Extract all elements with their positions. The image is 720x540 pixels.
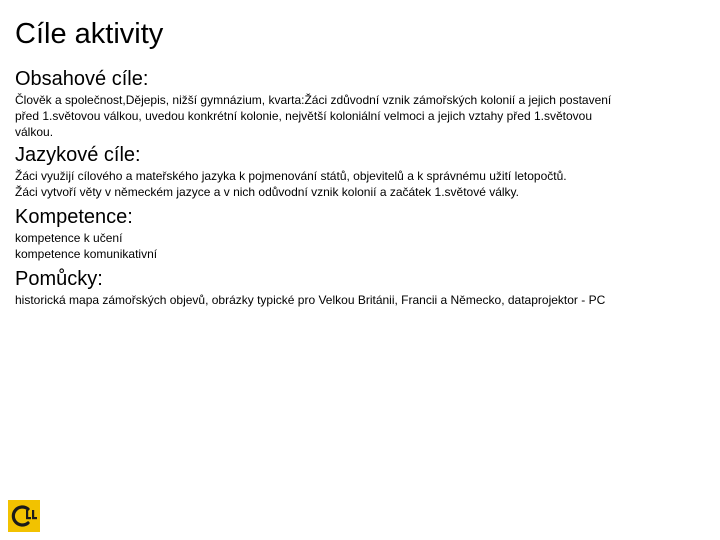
section-content-goals <box>15 66 705 140</box>
clil-logo-graphic <box>8 500 40 532</box>
text-line: před 1.světovou válkou, uvedou konkrétní kolonie, největší koloniální velmoci a jejich vztahy před 1.světovou <box>15 109 592 123</box>
section-heading: Pomůcky: <box>15 268 103 290</box>
section-aids <box>15 266 705 308</box>
text-line: kompetence k učení <box>15 231 123 245</box>
slide-content <box>15 66 705 308</box>
text-line: válkou. <box>15 125 54 139</box>
section-heading: Obsahové cíle: <box>15 68 149 90</box>
text-line: Žáci vytvoří věty v německém jazyce a v nich odůvodní vznik kolonií a začátek 1.světové války. <box>15 185 519 199</box>
slide-title: Cíle aktivity <box>15 18 164 50</box>
text-line: Žáci využijí cílového a mateřského jazyka k pojmenování států, objevitelů a k správnému užití letopočtů. <box>15 169 567 183</box>
text-line: Člověk a společnost,Dějepis, nižší gymnázium, kvarta:Žáci zdůvodní vznik zámořských kolonií a jejich postavení <box>15 93 612 107</box>
section-competences <box>15 204 705 262</box>
clil-logo-icon <box>8 500 40 532</box>
section-heading: Kompetence: <box>15 206 133 228</box>
section-language-goals <box>15 142 705 200</box>
section-heading: Jazykové cíle: <box>15 144 141 166</box>
text-line: historická mapa zámořských objevů, obrázky typické pro Velkou Británii, Francii a Německo, dataprojektor - PC <box>15 293 606 307</box>
text-line: kompetence komunikativní <box>15 247 158 261</box>
